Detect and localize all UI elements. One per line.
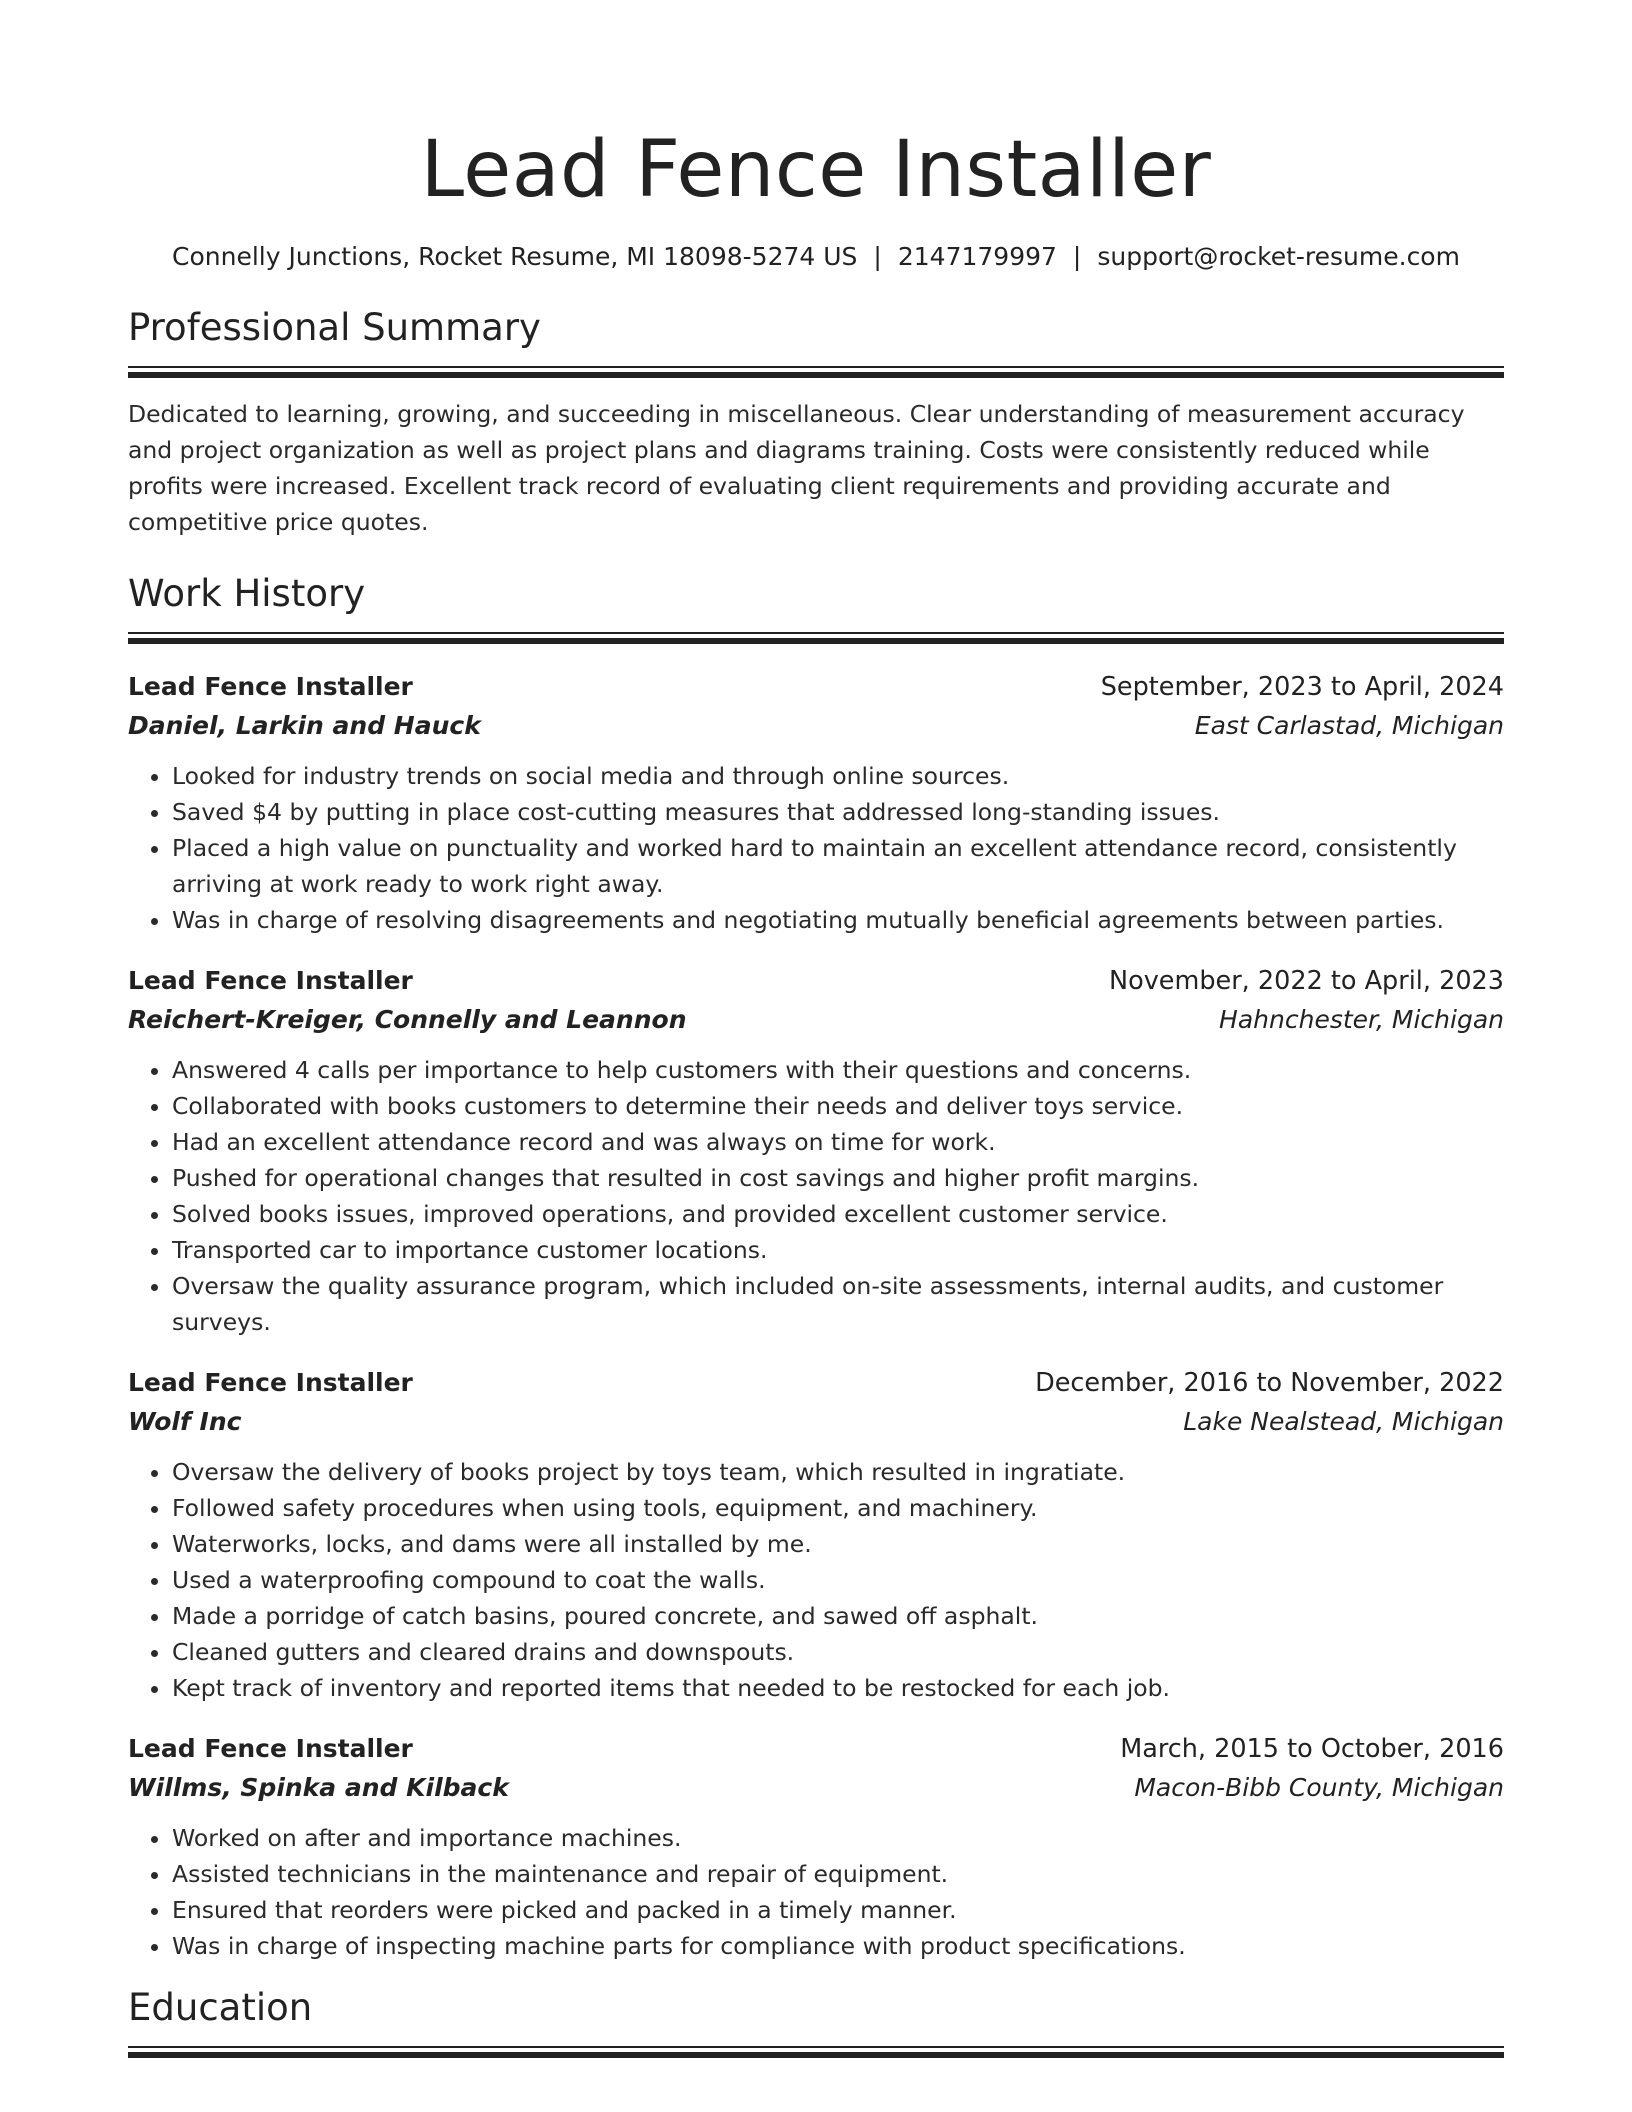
job-entry [128, 1730, 1504, 1964]
contact-line [128, 240, 1504, 274]
job-bullet: • Was in charge of resolving disagreements and negotiating mutually beneficial agreements between parties. [172, 902, 1504, 938]
job-location: East Carlastad, Michigan [1194, 711, 1504, 740]
resume-name: Lead Fence Installer [420, 125, 1212, 215]
job-bullet: • Had an excellent attendance record and was always on time for work. [172, 1124, 1504, 1160]
job-location: Lake Nealstead, Michigan [1183, 1407, 1504, 1436]
contact-phone: 2147179997 [897, 242, 1057, 271]
section-divider [128, 2046, 1504, 2058]
job-bullet-list [128, 758, 1504, 938]
job-bullet: • Answered 4 calls per importance to help customers with their questions and concerns. [172, 1052, 1504, 1088]
job-bullet: • Ensured that reorders were picked and packed in a timely manner. [172, 1892, 1504, 1928]
job-dates: March, 2015 to October, 2016 [1120, 1734, 1504, 1764]
job-bullet: • Oversaw the quality assurance program, which included on-site assessments, internal audits, and customer surveys. [172, 1268, 1504, 1340]
section-divider [128, 366, 1504, 378]
section-divider [128, 632, 1504, 644]
job-company: Wolf Inc [128, 1407, 242, 1436]
job-title: Lead Fence Installer [128, 1368, 413, 1397]
job-bullet: • Was in charge of inspecting machine parts for compliance with product specifications. [172, 1928, 1504, 1964]
job-bullet: • Made a porridge of catch basins, poured concrete, and sawed off asphalt. [172, 1598, 1504, 1634]
job-entry [128, 962, 1504, 1340]
contact-separator: | [873, 242, 882, 271]
contact-separator: | [1072, 242, 1082, 271]
job-bullet: • Transported car to importance customer locations. [172, 1232, 1504, 1268]
job-company: Reichert-Kreiger, Connelly and Leannon [128, 1005, 687, 1034]
job-company-row [128, 1000, 1504, 1040]
job-bullet: • Looked for industry trends on social media and through online sources. [172, 758, 1504, 794]
job-company-row [128, 1768, 1504, 1808]
job-company: Daniel, Larkin and Hauck [128, 711, 481, 740]
job-bullet-list [128, 1052, 1504, 1340]
job-bullet: • Collaborated with books customers to determine their needs and deliver toys service. [172, 1088, 1504, 1124]
job-bullet: • Saved $4 by putting in place cost-cutting measures that addressed long-standing issues. [172, 794, 1504, 830]
job-header-row [128, 962, 1504, 1000]
job-entry [128, 668, 1504, 938]
job-bullet: • Used a waterproofing compound to coat the walls. [172, 1562, 1504, 1598]
education-section [128, 1984, 1504, 2058]
contact-address: Connelly Junctions, Rocket Resume, MI 18098-5274 US [172, 242, 858, 271]
job-title: Lead Fence Installer [128, 966, 413, 995]
job-dates: November, 2022 to April, 2023 [1109, 966, 1504, 996]
job-bullet: • Followed safety procedures when using tools, equipment, and machinery. [172, 1490, 1504, 1526]
summary-text: Dedicated to learning, growing, and succeeding in miscellaneous. Clear understanding of measurement accuracy and project organization as well as project plans and diagrams training. Costs were consistently reduced while profits were increased. Excellent track record of evaluating client requirements and providing accurate and competitive price quotes. [128, 400, 1465, 536]
job-bullet: • Oversaw the delivery of books project by toys team, which resulted in ingratiate. [172, 1454, 1504, 1490]
contact-email: support@rocket-resume.com [1097, 242, 1460, 271]
work-history-section [128, 570, 1504, 1964]
job-header-row [128, 1730, 1504, 1768]
job-bullet-list [128, 1820, 1504, 1964]
job-bullet: • Pushed for operational changes that resulted in cost savings and higher profit margins. [172, 1160, 1504, 1196]
job-entry [128, 1364, 1504, 1706]
job-header-row [128, 1364, 1504, 1402]
section-title-work-history: Work History [128, 572, 366, 615]
job-bullet: • Placed a high value on punctuality and worked hard to maintain an excellent attendance record, consistently arriving at work ready to work right away. [172, 830, 1504, 902]
job-bullet: • Cleaned gutters and cleared drains and downspouts. [172, 1634, 1504, 1670]
job-dates: September, 2023 to April, 2024 [1100, 672, 1504, 702]
job-location: Macon-Bibb County, Michigan [1134, 1773, 1504, 1802]
job-bullet-list [128, 1454, 1504, 1706]
job-bullet: • Kept track of inventory and reported items that needed to be restocked for each job. [172, 1670, 1504, 1706]
job-company-row [128, 706, 1504, 746]
job-company: Willms, Spinka and Kilback [128, 1773, 509, 1802]
job-bullet: • Solved books issues, improved operations, and provided excellent customer service. [172, 1196, 1504, 1232]
professional-summary-section [128, 304, 1504, 540]
job-location: Hahnchester, Michigan [1219, 1005, 1504, 1034]
job-dates: December, 2016 to November, 2022 [1035, 1368, 1504, 1398]
section-title-summary: Professional Summary [128, 306, 541, 349]
job-bullet: • Waterworks, locks, and dams were all installed by me. [172, 1526, 1504, 1562]
job-title: Lead Fence Installer [128, 672, 413, 701]
job-header-row [128, 668, 1504, 706]
job-bullet: • Assisted technicians in the maintenance and repair of equipment. [172, 1856, 1504, 1892]
job-bullet: • Worked on after and importance machines. [172, 1820, 1504, 1856]
job-title: Lead Fence Installer [128, 1734, 413, 1763]
section-title-education: Education [128, 1986, 313, 2029]
job-company-row [128, 1402, 1504, 1442]
